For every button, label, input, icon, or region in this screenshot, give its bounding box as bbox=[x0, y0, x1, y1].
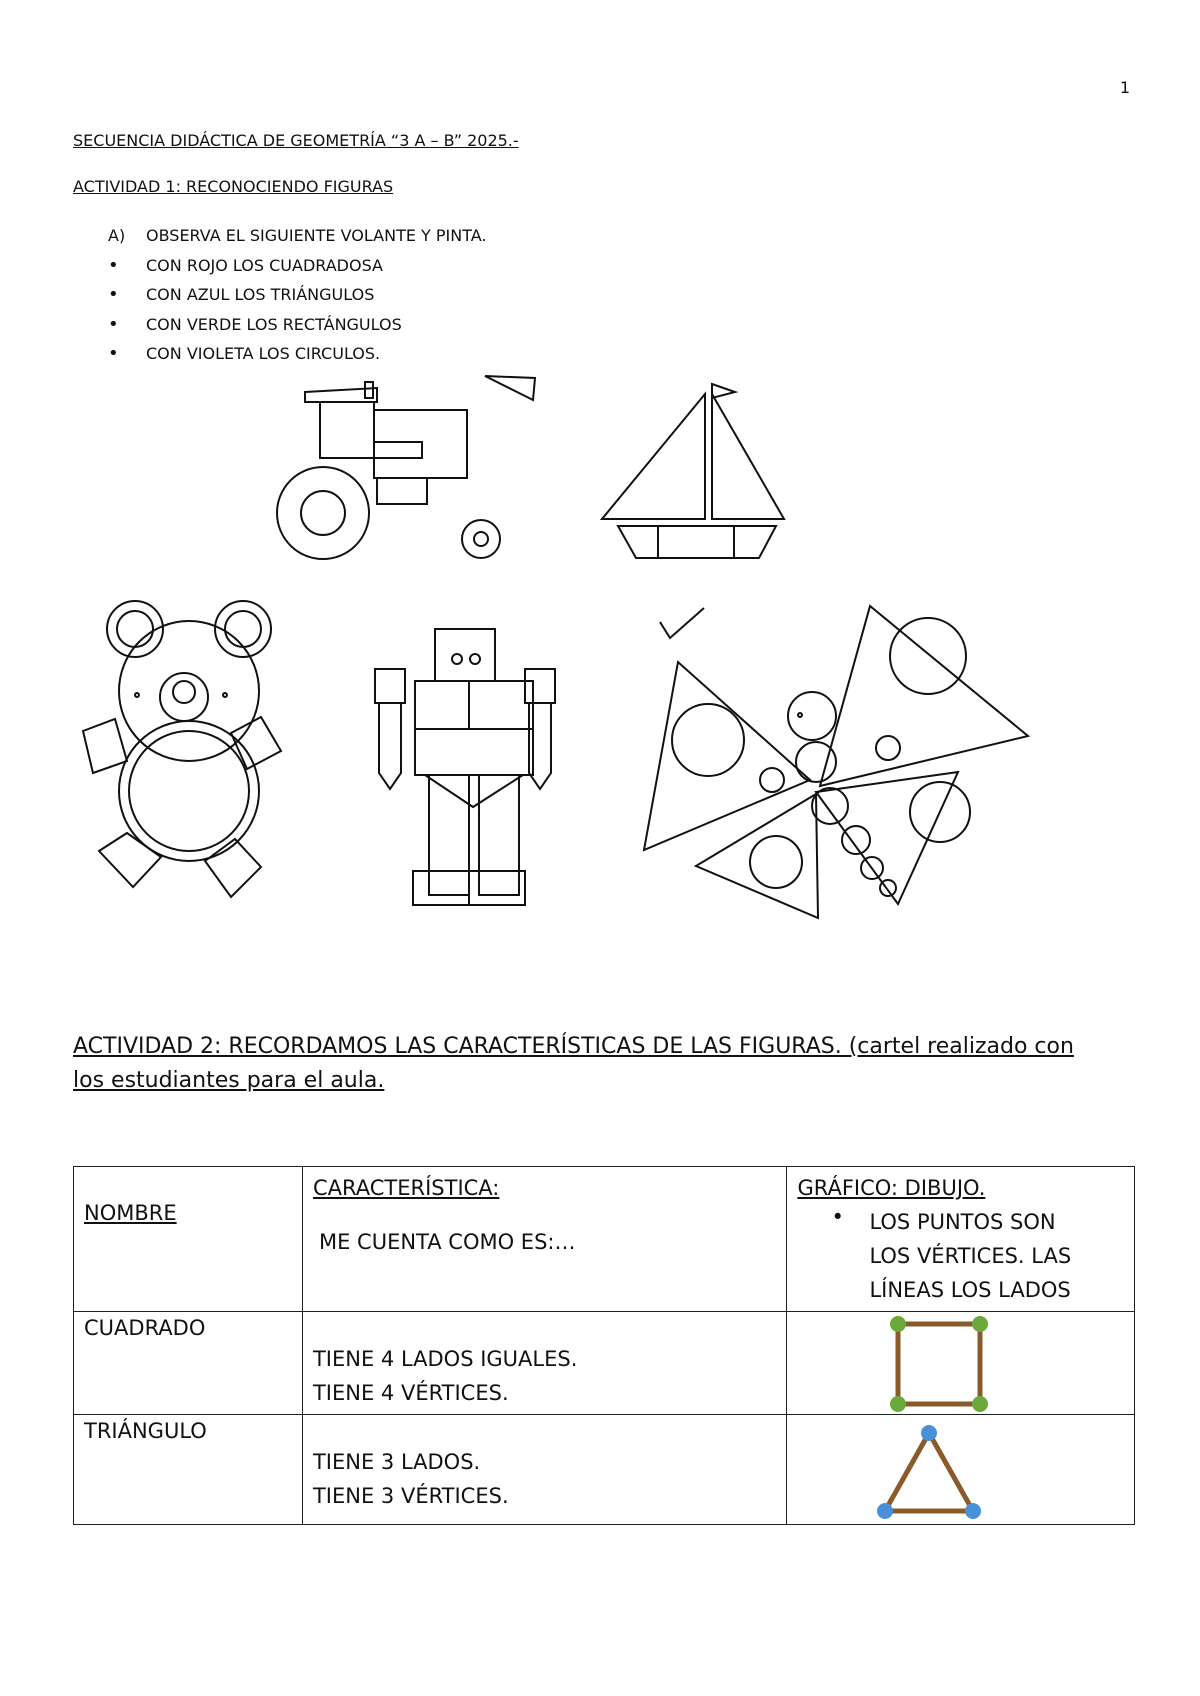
header-graphic-cell: GRÁFICO: DIBUJO. • LOS PUNTOS SON LOS VÉRTICES. LAS LÍNEAS LOS LADOS bbox=[787, 1167, 1135, 1312]
triangle-graphic-cell bbox=[787, 1415, 1135, 1525]
robot-drawing bbox=[375, 625, 575, 910]
page-number: 1 bbox=[1119, 78, 1130, 97]
list-item: • CON ROJO LOS CUADRADOSA bbox=[108, 254, 383, 276]
instruction-list bbox=[108, 221, 487, 369]
teddy-bear-drawing bbox=[75, 595, 305, 905]
list-item: • CON AZUL LOS TRIÁNGULOS bbox=[108, 284, 375, 305]
header-name-cell: NOMBRE bbox=[74, 1167, 303, 1312]
triangle-diagram bbox=[873, 1425, 983, 1525]
tractor-drawing bbox=[265, 378, 565, 568]
instruction-item: A) OBSERVA EL SIGUIENTE VOLANTE Y PINTA. bbox=[108, 226, 487, 245]
table-row bbox=[74, 1312, 1135, 1415]
square-diagram bbox=[885, 1316, 995, 1416]
header-characteristic-cell: CARACTERÍSTICA: ME CUENTA COMO ES:… bbox=[302, 1167, 786, 1312]
list-item: • CON VIOLETA LOS CIRCULOS. bbox=[108, 343, 381, 364]
name-cell: TRIÁNGULO bbox=[74, 1415, 303, 1525]
sailboat-drawing bbox=[600, 380, 790, 560]
document-title: SECUENCIA DIDÁCTICA DE GEOMETRÍA “3 A – B” 2025.- bbox=[73, 131, 519, 150]
butterfly-drawing bbox=[640, 600, 1030, 920]
characteristic-cell: TIENE 3 LADOS. TIENE 3 VÉRTICES. bbox=[302, 1415, 786, 1525]
table-row bbox=[74, 1415, 1135, 1525]
characteristic-cell: TIENE 4 LADOS IGUALES. TIENE 4 VÉRTICES. bbox=[302, 1312, 786, 1415]
figures-table bbox=[73, 1166, 1135, 1525]
activity2-heading: ACTIVIDAD 2: RECORDAMOS LAS CARACTERÍSTICAS DE LAS FIGURAS. (cartel realizado con los estudiantes para el aula. bbox=[73, 1034, 1074, 1093]
list-item: • CON VERDE LOS RECTÁNGULOS bbox=[108, 313, 402, 335]
square-graphic-cell bbox=[787, 1312, 1135, 1415]
activity1-heading: ACTIVIDAD 1: RECONOCIENDO FIGURAS bbox=[73, 177, 394, 196]
name-cell: CUADRADO bbox=[74, 1312, 303, 1415]
table-header-row bbox=[74, 1167, 1135, 1312]
